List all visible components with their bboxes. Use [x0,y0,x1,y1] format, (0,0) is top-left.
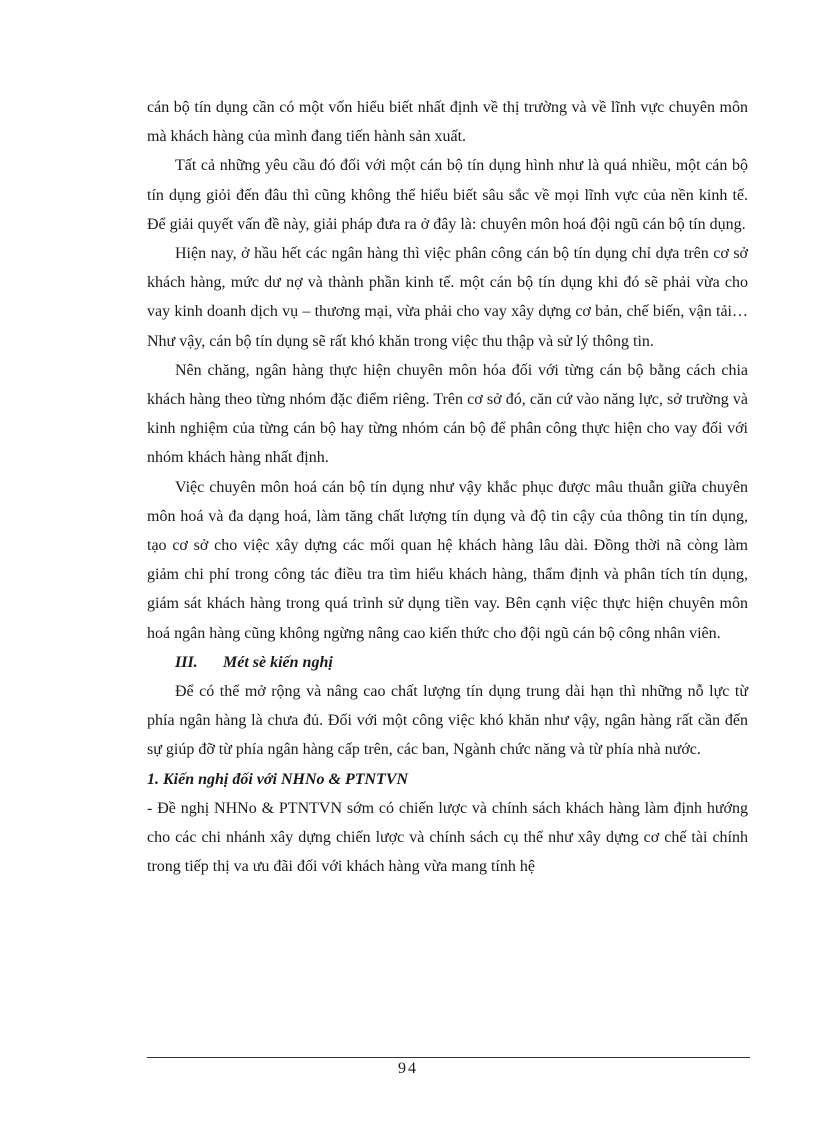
section-title: Mét sè kiến nghị [223,653,333,671]
section-paragraph: Để có thể mở rộng và nâng cao chất lượng tín dụng trung dài hạn thì những nỗ lực từ phía ngân hàng là chưa đủ. Đối với một công việc khó khăn như vậy, ngân hàng rất cần đến sự giúp đỡ từ phía ngân hàng cấp trên, các ban, Ngành chức năng và từ phía nhà nước. [147,683,748,759]
page-number: 94 [398,1060,418,1077]
subsection-heading: 1. Kiến nghị đối với NHNo & PTNTVN [147,770,409,788]
body-paragraph: Việc chuyên môn hoá cán bộ tín dụng như vậy khắc phục được mâu thuẫn giữa chuyên môn hoá và đa dạng hoá, làm tăng chất lượng tín dụng và độ tin cậy của thông tin tín dụng, tạo cơ sở cho việc xây dựng các mối quan hệ khách hàng lâu dài. Đồng thời nã còng làm giảm chi phí trong công tác điều tra tìm hiểu khách hàng, thẩm định và phân tích tín dụng, giám sát khách hàng trong quá trình sử dụng tiền vay. Bên cạnh việc thực hiện chuyên môn hoá ngân hàng cũng không ngừng nâng cao kiến thức cho đội ngũ cán bộ công nhân viên. [147,478,748,642]
footer-divider [147,1057,750,1058]
page-body [147,93,748,881]
section-number: III. [175,653,198,671]
body-paragraph: cán bộ tín dụng cần có một vốn hiểu biết nhất định về thị trường và về lĩnh vực chuyên môn mà khách hàng của mình đang tiến hành sản xuất. [147,99,748,146]
section-heading [147,648,748,677]
body-paragraph: Hiện nay, ở hầu hết các ngân hàng thì việc phân công cán bộ tín dụng chỉ dựa trên cơ sở khách hàng, mức dư nợ và thành phần kinh tế. một cán bộ tín dụng khi đó sẽ phải vừa cho vay kinh doanh dịch vụ – thương mại, vừa phải cho vay xây dựng cơ bản, chế biến, vận tải… Như vậy, cán bộ tín dụng sẽ rất khó khăn trong việc thu thập và sử lý thông tin. [147,245,748,350]
body-paragraph: Nên chăng, ngân hàng thực hiện chuyên môn hóa đối với từng cán bộ bằng cách chia khách hàng theo từng nhóm đặc điểm riêng. Trên cơ sở đó, căn cứ vào năng lực, sở trường và kinh nghiệm của từng cán bộ hay từng nhóm cán bộ để phân công thực hiện cho vay đối với nhóm khách hàng nhất định. [147,361,748,467]
bullet-paragraph: - Đề nghị NHNo & PTNTVN sớm có chiến lược và chính sách khách hàng làm định hướng cho các chi nhánh xây dựng chiến lược và chính sách cụ thể như xây dựng cơ chế tài chính trong tiếp thị va ưu đãi đối với khách hàng vừa mang tính hệ [147,799,748,876]
body-paragraph: Tất cả những yêu cầu đó đối với một cán bộ tín dụng hình như là quá nhiều, một cán bộ tín dụng giỏi đến đâu thì cũng không thể hiểu biết sâu sắc về mọi lĩnh vực của nền kinh tế. Để giải quyết vấn đề này, giải pháp đưa ra ở đây là: chuyên môn hoá đội ngũ cán bộ tín dụng. [147,157,748,233]
